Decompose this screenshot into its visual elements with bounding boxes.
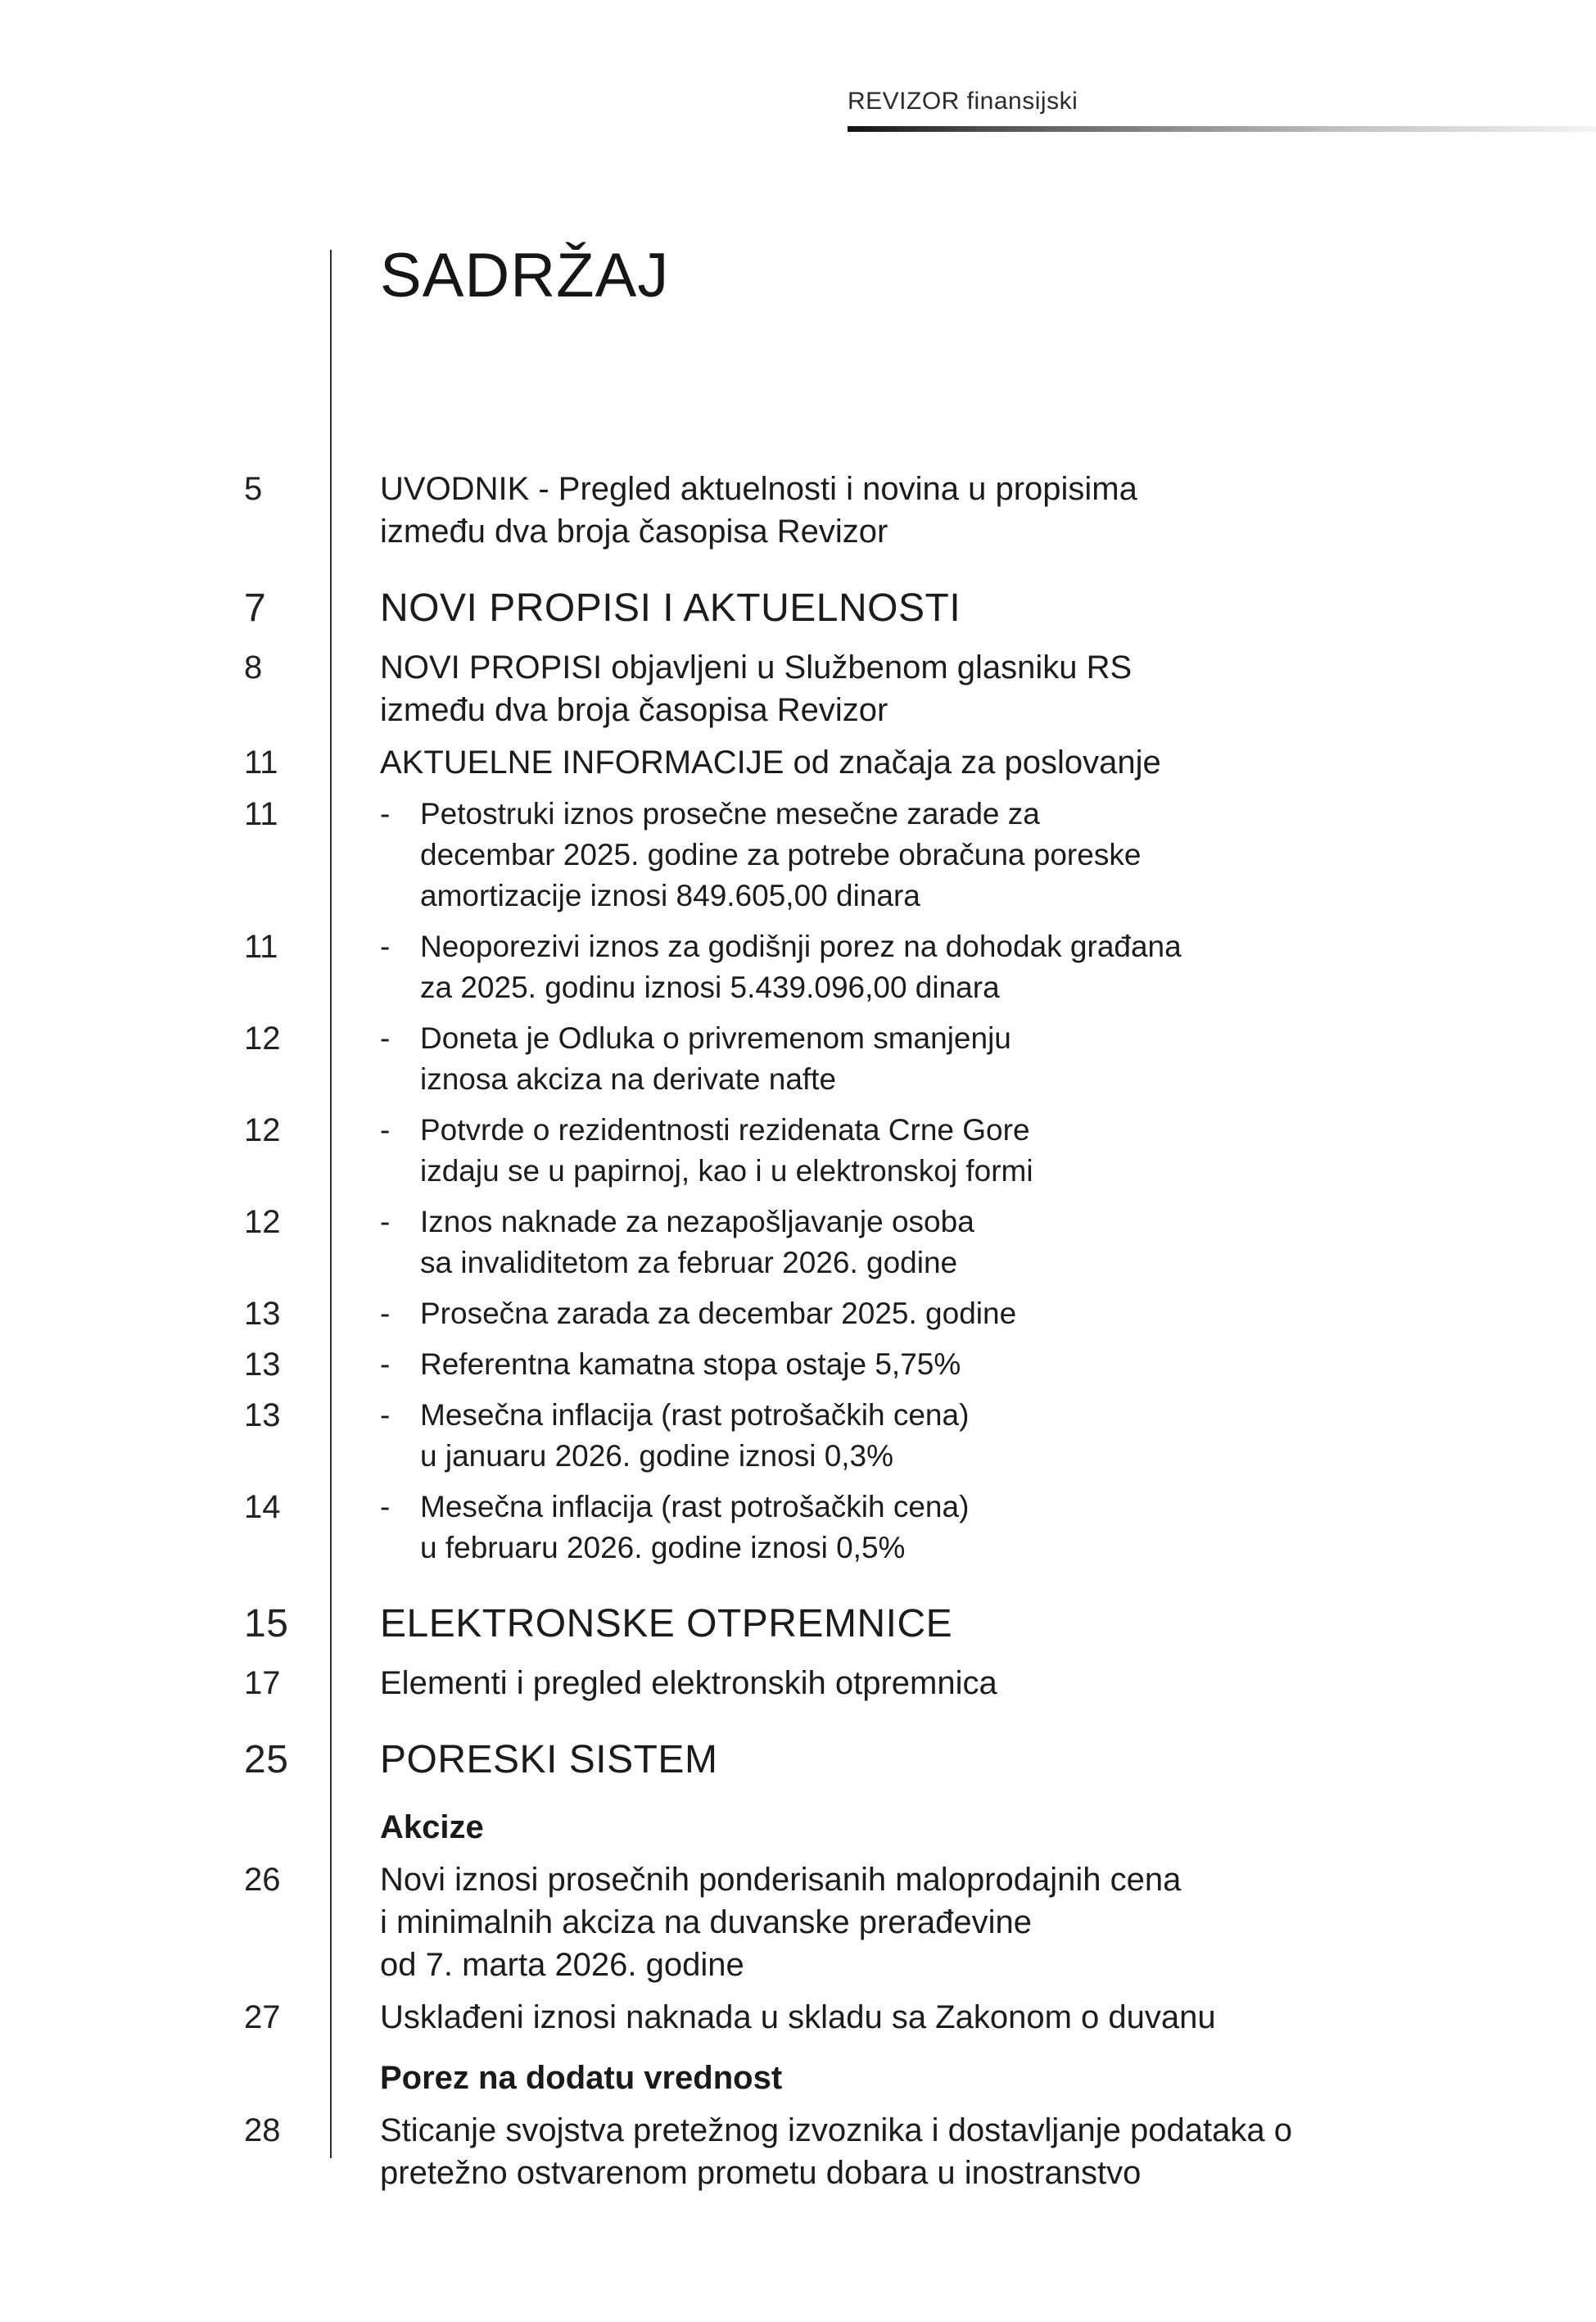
toc-entry-text [380, 1293, 1016, 1334]
toc-row [380, 1806, 484, 1849]
page-header [848, 87, 1596, 132]
toc-entry-lines [380, 2057, 782, 2099]
toc-entry-text [380, 741, 1161, 784]
page-number: 7 [244, 586, 267, 630]
toc-row [244, 1487, 970, 1568]
toc-entry-text [380, 584, 961, 633]
page-number: 28 [244, 2112, 281, 2148]
toc-entry-lines [380, 1996, 1216, 2039]
toc-line: Mesečna inflacija (rast potrošačkih cena) [420, 1398, 970, 1432]
toc-line: Prosečna zarada za decembar 2025. godine [420, 1297, 1017, 1330]
toc-entry-lines [380, 584, 961, 633]
toc-entry-lines [380, 1736, 717, 1785]
page-number: 11 [244, 745, 278, 781]
toc-row [244, 1344, 961, 1385]
toc-entry-text [380, 1858, 1181, 1986]
toc-entry-text [380, 926, 1182, 1008]
toc-entry-lines [420, 926, 1182, 1008]
dash-bullet: - [380, 1205, 391, 1238]
dash-bullet: - [380, 1347, 391, 1381]
toc-line: za 2025. godinu iznosi 5.439.096,00 dinara [420, 971, 1000, 1004]
toc-line: Novi iznosi prosečnih ponderisanih maloprodajnih cena [380, 1862, 1182, 1898]
toc-entry-lines [420, 1487, 969, 1568]
toc-line: sa invaliditetom za februar 2026. godine [420, 1246, 958, 1279]
page-number: 11 [244, 929, 278, 965]
toc-row [244, 1736, 718, 1785]
page-number: 27 [244, 1999, 281, 2035]
page-number: 11 [244, 796, 278, 832]
page-number: 25 [244, 1738, 289, 1781]
toc-row [380, 2057, 782, 2099]
toc-line: UVODNIK - Pregled aktuelnosti i novina u propisima [380, 471, 1137, 507]
toc-line: i minimalnih akciza na duvanske prerađevine [380, 1904, 1032, 1940]
toc-entry-text [380, 646, 1132, 731]
toc-row [244, 741, 1161, 784]
toc-line: u februaru 2026. godine iznosi 0,5% [420, 1531, 906, 1564]
toc-entry-lines [380, 1600, 952, 1649]
toc-entry-text [380, 1395, 969, 1477]
toc-row [244, 794, 1142, 917]
toc-entry-text [380, 2057, 782, 2099]
toc-entry-text [380, 468, 1137, 553]
toc-row [244, 1662, 997, 1704]
toc-entry-lines [380, 1858, 1181, 1986]
toc-row [244, 1395, 970, 1477]
toc-line: Sticanje svojstva pretežnog izvoznika i dostavljanje podataka o [380, 2112, 1292, 2148]
toc-entry-text [380, 1996, 1216, 2039]
dash-bullet: - [380, 1398, 391, 1432]
toc-entry-text [380, 1202, 974, 1283]
toc-row [244, 2109, 1292, 2194]
page-number: 8 [244, 650, 263, 686]
toc-row [244, 1600, 953, 1649]
toc-entry-lines [420, 1202, 974, 1283]
toc-entry-lines [380, 646, 1132, 731]
toc-entry-lines [380, 2109, 1292, 2194]
toc-entry-lines [420, 1395, 969, 1477]
toc-entry-text [380, 1662, 997, 1704]
toc-row [244, 926, 1182, 1008]
page-number: 14 [244, 1489, 281, 1525]
toc-line: iznosa akciza na derivate nafte [420, 1062, 837, 1096]
toc-row [244, 1996, 1216, 2039]
page-number: 13 [244, 1347, 281, 1383]
toc-entry-lines [380, 1806, 484, 1849]
dash-bullet: - [380, 797, 391, 831]
toc-line: Porez na dodatu vrednost [380, 2060, 783, 2096]
toc-entry-text [380, 2109, 1292, 2194]
toc-entry-text [380, 1487, 969, 1568]
magazine-title: REVIZOR finansijski [848, 88, 1078, 115]
toc-line: PORESKI SISTEM [380, 1738, 718, 1781]
toc-line: u januaru 2026. godine iznosi 0,3% [420, 1439, 894, 1473]
toc-entry-text [380, 794, 1141, 917]
page-number: 15 [244, 1602, 289, 1645]
toc-line: između dva broja časopisa Revizor [380, 692, 888, 728]
toc-line: Elementi i pregled elektronskih otpremnica [380, 1665, 997, 1701]
dash-bullet: - [380, 1297, 391, 1330]
toc-line: između dva broja časopisa Revizor [380, 514, 888, 550]
toc-line: Petostruki iznos prosečne mesečne zarade za [420, 797, 1040, 831]
toc-entry-lines [420, 1018, 1011, 1100]
toc-line: amortizacije iznosi 849.605,00 dinara [420, 879, 920, 912]
page-number: 26 [244, 1862, 281, 1898]
page-number: 17 [244, 1665, 281, 1701]
toc-line: Referentna kamatna stopa ostaje 5,75% [420, 1347, 961, 1381]
toc-line: Mesečna inflacija (rast potrošačkih cena) [420, 1490, 970, 1523]
toc-line: Iznos naknade za nezapošljavanje osoba [420, 1205, 974, 1238]
toc-entry-text [380, 1600, 952, 1649]
toc-entry-lines [380, 468, 1137, 553]
toc-row [244, 1293, 1017, 1334]
toc-row [244, 646, 1133, 731]
page-title: SADRŽAJ [380, 241, 670, 310]
toc-row [244, 1202, 974, 1283]
toc-entry-text [380, 1806, 484, 1849]
header-gradient-rule [848, 126, 1596, 132]
toc-entry-lines [380, 1662, 997, 1704]
toc-line: ELEKTRONSKE OTPREMNICE [380, 1602, 953, 1645]
toc-row [244, 584, 961, 633]
dash-bullet: - [380, 1113, 391, 1147]
table-of-contents [244, 241, 1526, 2191]
toc-entry-text [380, 1736, 717, 1785]
toc-line: AKTUELNE INFORMACIJE od značaja za poslovanje [380, 745, 1161, 781]
page-number: 5 [244, 471, 263, 507]
dash-bullet: - [380, 930, 391, 963]
dash-bullet: - [380, 1490, 391, 1523]
toc-line: Potvrde o rezidentnosti rezidenata Crne Gore [420, 1113, 1030, 1147]
toc-line: Doneta je Odluka o privremenom smanjenju [420, 1021, 1011, 1055]
toc-line: izdaju se u papirnoj, kao i u elektronskoj formi [420, 1154, 1033, 1188]
page-number: 12 [244, 1112, 281, 1148]
toc-entry-lines [420, 1344, 961, 1385]
toc-line: decembar 2025. godine za potrebe obračuna poreske [420, 838, 1142, 871]
toc-entry-text [380, 1018, 1011, 1100]
dash-bullet: - [380, 1021, 391, 1055]
toc-row [244, 1110, 1033, 1192]
page-number: 12 [244, 1021, 281, 1057]
page-number: 13 [244, 1296, 281, 1332]
toc-row [244, 1018, 1011, 1100]
toc-entry-lines [420, 1110, 1033, 1192]
toc-row [244, 468, 1137, 553]
toc-line: NOVI PROPISI I AKTUELNOSTI [380, 586, 961, 630]
toc-row [244, 1858, 1182, 1986]
toc-line: od 7. marta 2026. godine [380, 1947, 744, 1983]
toc-entry-text [380, 1110, 1033, 1192]
toc-line: pretežno ostvarenom prometu dobara u inostranstvo [380, 2155, 1142, 2191]
toc-line: Neoporezivi iznos za godišnji porez na dohodak građana [420, 930, 1182, 963]
page-number: 13 [244, 1397, 281, 1433]
toc-entry-lines [420, 794, 1141, 917]
toc-line: Akcize [380, 1809, 484, 1845]
toc-entry-lines [420, 1293, 1016, 1334]
toc-entry-lines [380, 741, 1161, 784]
toc-entry-text [380, 1344, 961, 1385]
toc-line: Usklađeni iznosi naknada u skladu sa Zakonom o duvanu [380, 1999, 1216, 2035]
toc-line: NOVI PROPISI objavljeni u Službenom glasniku RS [380, 650, 1133, 686]
page-number: 12 [244, 1204, 281, 1240]
